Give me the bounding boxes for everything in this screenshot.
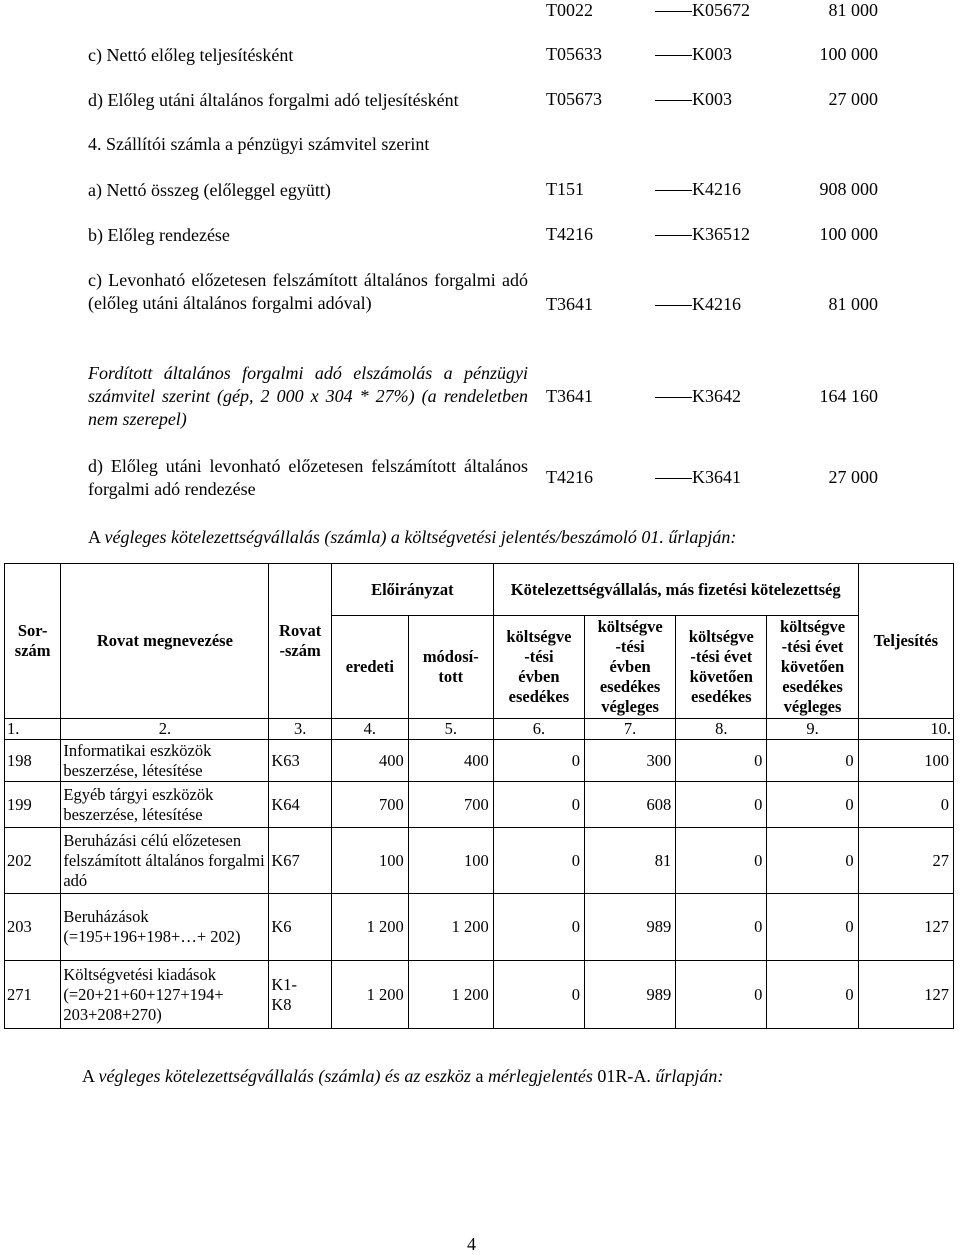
row-k2: 989 — [585, 961, 676, 1029]
note-text: a — [475, 1066, 488, 1086]
debit-account: T4216 — [546, 467, 593, 487]
row-eredeti: 1 200 — [331, 894, 408, 961]
note-prefix: A — [82, 1066, 99, 1086]
credit-account: K003 — [692, 44, 732, 64]
row-k2: 608 — [585, 782, 676, 828]
debit-account: T05633 — [546, 44, 602, 64]
column-number: 8. — [676, 719, 767, 740]
header-eloiranyzat: Előirányzat — [331, 564, 493, 616]
row-teljesites: 0 — [858, 782, 953, 828]
row-modositott: 700 — [408, 782, 493, 828]
row-teljesites: 27 — [858, 828, 953, 894]
row-code: K63 — [269, 740, 332, 782]
entry-amount: 100 000 — [819, 224, 878, 244]
row-eredeti: 700 — [331, 782, 408, 828]
row-sorszam: 198 — [5, 740, 61, 782]
header-koltsegvetesi-evet-koveto-esedekes: költségve -tési évet követően esedékes — [676, 616, 767, 719]
row-k4: 0 — [767, 828, 858, 894]
note-italic: végleges kötelezettségvállalás (számla) a költségvetési jelentés/beszámoló 01. űrlapján: — [104, 527, 737, 547]
row-code: K1- K8 — [269, 961, 332, 1029]
note-italic: végleges kötelezettségvállalás (számla) és az eszköz — [98, 1066, 476, 1086]
column-number: 7. — [585, 719, 676, 740]
row-name: Informatikai eszközök beszerzése, létesítése — [61, 740, 269, 782]
column-number: 6. — [493, 719, 584, 740]
credit-account: K3641 — [692, 467, 741, 487]
report-note-2 — [82, 1066, 723, 1087]
row-teljesites: 127 — [858, 894, 953, 961]
debit-account: T151 — [546, 179, 584, 199]
row-k4: 0 — [767, 894, 858, 961]
entry-amount: 100 000 — [819, 44, 878, 64]
row-k4: 0 — [767, 961, 858, 1029]
table-row — [5, 828, 954, 894]
row-k4: 0 — [767, 740, 858, 782]
entry-amount: 27 000 — [828, 467, 878, 487]
row-code: K64 — [269, 782, 332, 828]
column-number: 3. — [269, 719, 332, 740]
entry-description: a) Nettó összeg (előleggel együtt) — [88, 180, 331, 200]
header-sorszam: Sor- szám — [5, 564, 61, 719]
header-koltsegvetesi-evben-esedekes-vegleges: költségve -tési évben esedékes végleges — [585, 616, 676, 719]
report-note — [88, 527, 736, 548]
page-number: 4 — [467, 1234, 476, 1254]
entry-amount: 81 000 — [828, 0, 878, 20]
row-k3: 0 — [676, 894, 767, 961]
row-name: Költségvetési kiadások (=20+21+60+127+194+ 203+208+270) — [61, 961, 269, 1029]
credit-account: K4216 — [692, 294, 741, 314]
column-number: 1. — [5, 719, 61, 740]
note-italic: mérlegjelentés — [487, 1066, 598, 1086]
row-k1: 0 — [493, 782, 584, 828]
row-k2: 81 — [585, 828, 676, 894]
row-code: K67 — [269, 828, 332, 894]
row-eredeti: 100 — [331, 828, 408, 894]
column-number: 10. — [858, 719, 953, 740]
entry-description: b) Előleg rendezése — [88, 225, 230, 245]
row-teljesites: 100 — [858, 740, 953, 782]
row-k1: 0 — [493, 961, 584, 1029]
row-eredeti: 400 — [331, 740, 408, 782]
column-number: 5. — [408, 719, 493, 740]
note-prefix: A — [88, 527, 105, 547]
row-k1: 0 — [493, 740, 584, 782]
header-kotelezettsegvallalas: Kötelezettségvállalás, más fizetési kötelezettség — [493, 564, 858, 616]
column-number: 9. — [767, 719, 858, 740]
entry-description: d) Előleg utáni általános forgalmi adó teljesítésként — [88, 90, 459, 110]
debit-account: T3641 — [546, 294, 593, 314]
row-teljesites: 127 — [858, 961, 953, 1029]
row-k1: 0 — [493, 894, 584, 961]
row-k1: 0 — [493, 828, 584, 894]
entry-amount: 81 000 — [828, 294, 878, 314]
entry-dash — [655, 305, 692, 306]
header-koltsegvetesi-evet-koveto-vegleges: költségve -tési évet követően esedékes végleges — [767, 616, 858, 719]
row-modositott: 100 — [408, 828, 493, 894]
table-row — [5, 740, 954, 782]
budget-report-table — [4, 563, 954, 1029]
debit-account: T3641 — [546, 386, 593, 406]
header-koltsegvetesi-evben-esedekes: költségve -tési évben esedékes — [493, 616, 584, 719]
entry-dash — [655, 235, 692, 236]
row-k2: 989 — [585, 894, 676, 961]
header-teljesites: Teljesítés — [858, 564, 953, 719]
entry-dash — [655, 190, 692, 191]
entry-amount: 27 000 — [828, 89, 878, 109]
row-sorszam: 203 — [5, 894, 61, 961]
row-k3: 0 — [676, 740, 767, 782]
entry-dash — [655, 100, 692, 101]
row-sorszam: 271 — [5, 961, 61, 1029]
entry-description: d) Előleg utáni levonható előzetesen felszámított általános forgalmi adó rendezése — [88, 456, 528, 499]
credit-account: K05672 — [692, 0, 750, 20]
row-name: Egyéb tárgyi eszközök beszerzése, létesítése — [61, 782, 269, 828]
credit-account: K3642 — [692, 386, 741, 406]
row-name: Beruházások (=195+196+198+…+ 202) — [61, 894, 269, 961]
row-modositott: 400 — [408, 740, 493, 782]
entry-amount: 164 160 — [819, 386, 878, 406]
row-name: Beruházási célú előzetesen felszámított általános forgalmi adó — [61, 828, 269, 894]
row-k4: 0 — [767, 782, 858, 828]
column-number: 4. — [331, 719, 408, 740]
row-sorszam: 199 — [5, 782, 61, 828]
column-number: 2. — [61, 719, 269, 740]
row-k3: 0 — [676, 828, 767, 894]
debit-account: T4216 — [546, 224, 593, 244]
entry-dash — [655, 478, 692, 479]
row-eredeti: 1 200 — [331, 961, 408, 1029]
header-modositott: módosí- tott — [408, 616, 493, 719]
entry-dash — [655, 397, 692, 398]
row-sorszam: 202 — [5, 828, 61, 894]
table-row — [5, 961, 954, 1029]
entry-amount: 908 000 — [819, 179, 878, 199]
note-italic: űrlapján: — [655, 1066, 724, 1086]
row-modositott: 1 200 — [408, 961, 493, 1029]
debit-account: T0022 — [546, 0, 593, 20]
credit-account: K003 — [692, 89, 732, 109]
credit-account: K4216 — [692, 179, 741, 199]
entry-description: c) Levonható előzetesen felszámított általános forgalmi adó (előleg utáni általános forgalmi adóval) — [88, 270, 528, 313]
row-k3: 0 — [676, 782, 767, 828]
row-modositott: 1 200 — [408, 894, 493, 961]
header-rovat-megnevezese: Rovat megnevezése — [61, 564, 269, 719]
header-eredeti: eredeti — [331, 616, 408, 719]
debit-account: T05673 — [546, 89, 602, 109]
section-heading: 4. Szállítói számla a pénzügyi számvitel szerint — [88, 134, 430, 154]
row-k3: 0 — [676, 961, 767, 1029]
row-k2: 300 — [585, 740, 676, 782]
row-code: K6 — [269, 894, 332, 961]
note-form-code: 01R-A. — [597, 1066, 656, 1086]
header-rovat-szam: Rovat -szám — [269, 564, 332, 719]
entry-description: Fordított általános forgalmi adó elszámolás a pénzügyi számvitel szerint (gép, 2 000 x 304 * 27%) (a rendeletben nem szerepel) — [88, 363, 528, 429]
table-row — [5, 894, 954, 961]
entry-description: c) Nettó előleg teljesítésként — [88, 45, 294, 65]
table-row — [5, 782, 954, 828]
entry-dash — [655, 11, 692, 12]
entry-dash — [655, 55, 692, 56]
credit-account: K36512 — [692, 224, 750, 244]
